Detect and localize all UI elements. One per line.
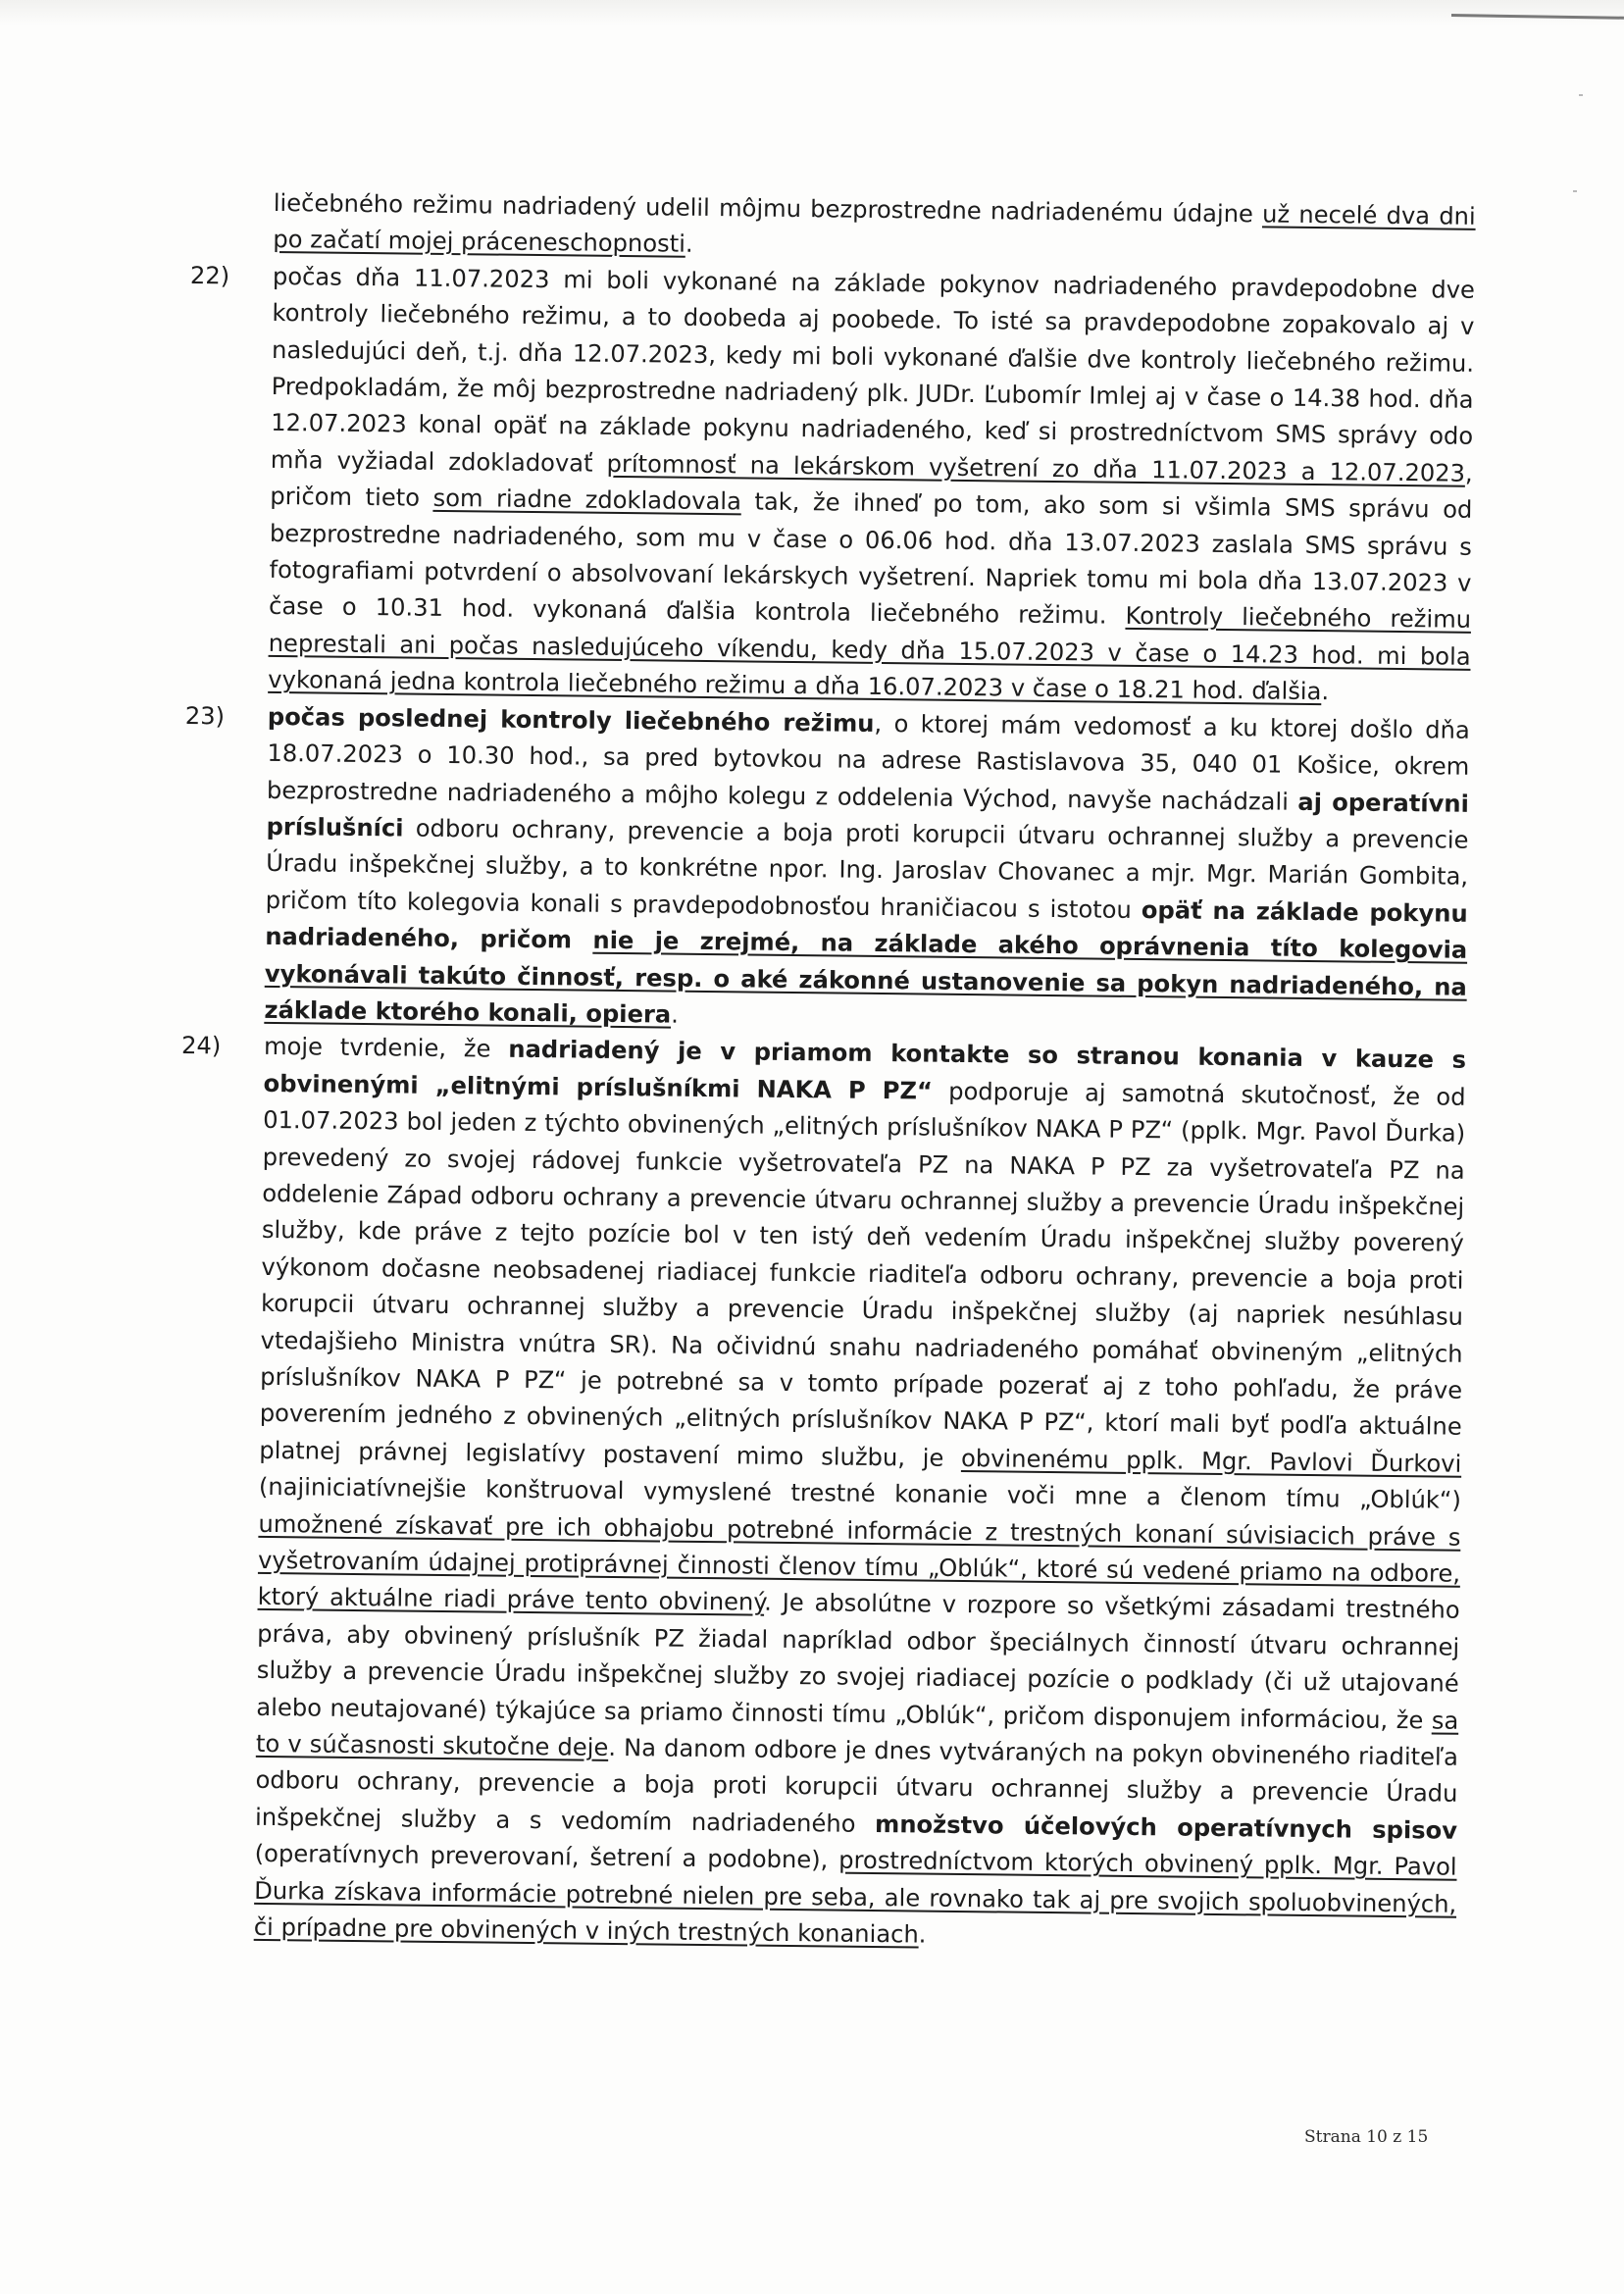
- numbered-list: [172, 258, 1475, 1960]
- scan-speck: [1573, 190, 1577, 192]
- text-segment: moje tvrdenie, že: [263, 1033, 509, 1064]
- scan-top-edge: [0, 0, 1624, 25]
- underlined-text: umožnené získavať pre ich obhajobu potrebné informácie z trestných konaní súvisiacich práve s vyšetrovaním údajnej protiprávnej činnosti členov tímu „Oblúk“, ktoré sú vedené priamo na odbore, ktorý aktuálne riadi práve tento obvinený: [257, 1509, 1461, 1617]
- text-segment: liečebného režimu nadriadený udelil môjmu bezprostredne nadriadenému údajne: [273, 188, 1263, 229]
- underlined-text: už necelé dva dni po začatí mojej práceneschopnosti: [273, 200, 1476, 259]
- underlined-text: sa to v súčasnosti skutočne deje: [255, 1707, 1459, 1761]
- text-segment: . Je absolútne v rozpore so všetkými zásadami trestného práva, aby obvinený príslušník PZ žiadal napríklad odbor špeciálnych činností útvaru ochrannej služby a prevencie Úradu inšpekčnej služby zo svojej riadiacej pozície o podklady (či už utajované alebo neutajované) týkajúce sa priamo činnosti tímu „Oblúk“, pričom disponujem informáciou, že: [256, 1589, 1460, 1735]
- text-segment: , o ktorej mám vedomosť a ku ktorej došlo dňa 18.07.2023 o 10.30 hod., sa pred bytovkou na adrese Rastislavova 35, 040 01 Košice, okrem bezprostredne nadriadeného a môjho kolegu z oddelenia Východ, navyše nachádzali: [266, 709, 1470, 816]
- text-segment: (najiniciatívnejšie konštruoval vymyslené trestné konanie voči mne a členom tímu „Oblúk“): [258, 1473, 1462, 1514]
- underlined-text: Kontroly liečebného režimu neprestali ani počas nasledujúceho víkendu, kedy dňa 15.07.2023 v čase o 14.23 hod. mi bola vykonaná jedna kontrola liečebného režimu a dňa 16.07.2023 v čase o 18.21 hod. ďalšia: [268, 602, 1472, 706]
- bold-text: aj operatívni príslušníci: [266, 788, 1470, 842]
- text-segment: počas dňa 11.07.2023 mi boli vykonané na základe pokynov nadriadeného pravdepodobne dve kontroly liečebného režimu, a to doobeda aj poobede. To isté sa pravdepodobne zopakovalo aj v nasledujúci deň, t.j. dňa 12.07.2023, kedy mi boli vykonané ďalšie dve kontroly liečebného režimu. Predpokladám, že môj bezprostredne nadriadený plk. JUDr. Ľubomír Imlej aj v čase o 14.38 hod. dňa 12.07.2023 konal opäť na základe pokynu nadriadeného, keď si prostredníctvom SMS správy odo mňa vyžiadal zdokladovať: [270, 262, 1476, 478]
- list-item: [184, 699, 1470, 1044]
- intro-paragraph: [273, 185, 1476, 273]
- text-segment: podporuje aj samotná skutočnosť, že od 01.07.2023 bol jeden z týchto obvinených „elitných príslušníkov NAKA P PZ“ (pplk. Mgr. Pavol Ďurka) prevedený zo svojej rádovej funkcie vyšetrovateľa PZ na NAKA P PZ za vyšetrovateľa PZ na oddelenie Západ odboru ochrany a prevencie útvaru ochrannej služby a prevencie Úradu inšpekčnej služby, kde práve z tejto pozície bol v ten istý deň vedením Úradu inšpekčnej služby poverený výkonom dočasne neobsadenej riadiacej funkcie riaditeľa odboru ochrany, prevencie a boja proti korupcii útvaru ochrannej služby a prevencie Úradu inšpekčnej služby (aj napriek nesúhlasu vtedajšieho Ministra vnútra SR). Na očividnú snahu nadriadeného pomáhať obvineným „elitných príslušníkov NAKA P PZ“ je potrebné sa v tomto prípade pozerať aj z toho pohľadu, že práve poverením jedného z obvinených „elitných príslušníkov NAKA P PZ“, ktorí mali byť podľa aktuálne platnej právnej legislatívy postavení mimo službu, je: [259, 1077, 1466, 1472]
- text-segment: odboru ochrany, prevencie a boja proti korupcii útvaru ochrannej služby a prevencie Úradu inšpekčnej služby, a to konkrétne npor. Ing. Jaroslav Chovanec a mjr. Mgr. Marián Gombita, pričom títo kolegovia konali s pravdepodobnosťou hraničiacou s istotou: [265, 814, 1469, 924]
- underlined-text: obvinenému pplk. Mgr. Pavlovi Ďurkovi: [960, 1444, 1462, 1478]
- underlined-text: prítomnosť na lekárskom vyšetrení zo dňa 11.07.2023 a 12.07.2023: [606, 449, 1466, 487]
- underlined-text: prostredníctvom ktorých obvinený pplk. Mgr. Pavol Ďurka získava informácie potrebné nielen pre seba, ale rovnako tak aj pre svojich spoluobvinených, či prípadne pre obvinených v iných trestných konaniach: [253, 1846, 1457, 1949]
- text-segment: tak, že ihneď po tom, ako som si všimla SMS správu od bezprostredne nadriadeného, som mu v čase o 06.06 hod. dňa 13.07.2023 zaslala SMS správu s fotografiami potvrdení o absolvovaní lekárskych vyšetrení. Napriek tomu mi bola dňa 13.07.2023 v čase o 10.31 hod. vykonaná ďalšia kontrola liečebného režimu.: [268, 487, 1473, 631]
- bold-text: množstvo účelových operatívnych spisov: [874, 1810, 1458, 1845]
- list-item-number: 23): [184, 701, 226, 731]
- text-segment: .: [918, 1920, 927, 1949]
- text-segment: , pričom tieto: [270, 459, 1473, 513]
- bold-text: opäť na základe pokynu nadriadeného, pričom: [265, 895, 1468, 954]
- bold-underlined-text: nie je zrejmé, na základe akého oprávnenia títo kolegovia vykonávali takúto činnosť, resp. o aké zákonné ustanovenie sa pokyn nadriadeného, na základe ktorého konali, opiera: [264, 926, 1468, 1029]
- list-item: [189, 259, 1476, 713]
- underlined-text: som riadne zdokladovala: [432, 484, 742, 516]
- bold-text: počas poslednej kontroly liečebného režimu: [267, 702, 875, 738]
- list-item: [180, 1029, 1467, 1960]
- bold-text: nadriadený je v priamom kontakte so stranou konania v kauze s obvinenými „elitnými príslušníkmi NAKA P PZ“: [263, 1036, 1467, 1105]
- text-segment: (operatívnych preverovaní, šetrení a podobne),: [254, 1840, 839, 1874]
- scan-speck: [1579, 94, 1583, 96]
- list-item-number: 24): [180, 1032, 222, 1060]
- page-number: Strana 10 z 15: [1304, 2127, 1429, 2147]
- document-body: [172, 184, 1476, 1960]
- text-segment: .: [685, 230, 693, 259]
- text-segment: . Na danom odbore je dnes vytváraných na pokyn obvineného riaditeľa odboru ochrany, prevencie a boja proti korupcii útvaru ochrannej služby a prevencie Úradu inšpekčnej služby a s vedomím nadriadeného: [254, 1733, 1459, 1838]
- text-segment: .: [1321, 678, 1330, 706]
- text-segment: .: [671, 1000, 680, 1029]
- list-item-number: 22): [189, 261, 230, 290]
